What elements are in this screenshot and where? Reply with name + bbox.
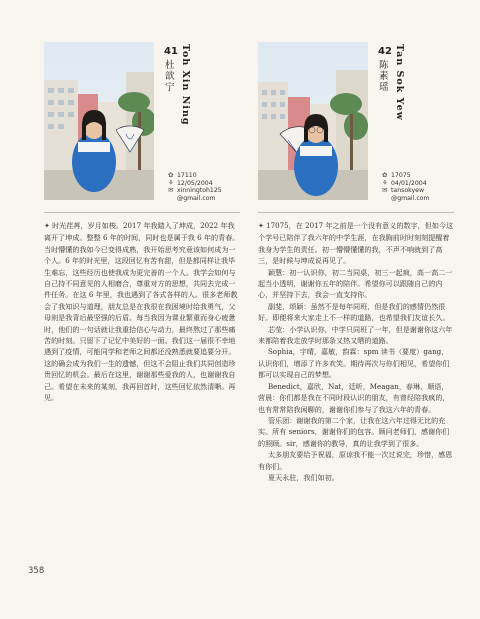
paragraph: Benedict，嘉欣，Nat，廷昕，Meagan，春琳，顺语，营晨：你们都是我在不同时段认识的朋友，有曾经陪我疯的，也有常常陪我闲聊的，谢谢你们参与了我这六年的青春。 xyxy=(258,381,450,414)
star-icon: ✿ xyxy=(168,171,174,179)
student-id: 17110 xyxy=(177,172,197,179)
paragraph: 颖慧：初一认识你，初二当同桌，初三一起疯，高一高二一起当小透明，谢谢你五年的陪伴。希望你可以跟随自己的内心，并坚持下去，我会一直支持你。 xyxy=(258,267,453,300)
email-domain: @gmail.com xyxy=(177,194,216,202)
contact-info xyxy=(168,172,222,202)
paragraph: 副斐，颂颖：虽然不是每年同班，但是我们的感情仍然很好。即便将来大家走上不一样的道路，也希望我们友谊长久。 xyxy=(258,301,450,323)
sparkle-icon: ✦ xyxy=(258,222,267,230)
paragraph: 夏天永驻，我们如初。 xyxy=(267,472,339,482)
mail-icon: ✉ xyxy=(168,186,174,195)
divider xyxy=(44,212,240,213)
paragraph: 太多朋友要给予祝福，原谅我不能一次过说完，珍惜，感恩有你们。 xyxy=(258,450,453,471)
student-id: 17075 xyxy=(391,172,411,179)
message-text xyxy=(258,220,454,483)
email-domain: @gmail.com xyxy=(391,194,430,202)
paragraph: 管乐团：谢谢我的第二个家，让我在这六年过得无比的充实。所有 seniors，谢谢你们的包容。顾问老师们，感谢你们的照顾。sir，感谢你的教导，真的让我学到了很多。 xyxy=(258,415,450,448)
paragraph: Sophia，宇晴，嘉敏，韵霖：spm 读书（要度）gang，认识你们，增添了许多欢笑。期待再次与你们相见，希望你们都可以实现自己的梦想。 xyxy=(258,347,450,380)
sparkle-icon: ✦ xyxy=(44,222,53,230)
student-number: 42 xyxy=(378,46,392,57)
cake-icon: ⚘ xyxy=(168,178,174,187)
page-number: 358 xyxy=(28,566,45,576)
chinese-name: 杜歆宁 xyxy=(165,60,175,93)
message-text xyxy=(44,220,240,404)
paragraph: 芯莹：小学认识你，中学只同班了一年，但是谢谢你这六年来都陪着我走放学时那条又热又晒的道路。 xyxy=(258,324,453,346)
student-photo xyxy=(44,42,154,200)
contact-info xyxy=(382,172,430,202)
student-photo xyxy=(258,42,368,200)
chinese-name: 陈素瑶 xyxy=(379,60,389,93)
divider xyxy=(258,212,454,213)
paragraph: 17075，在 2017 年之前是一个没有意义的数字，但如今这个学号已陪伴了我六年的中学生涯，在我胸前时时刻刻提醒着我身为学生的责任。初一懵懵懂懂的我，不声不响就到了高三，是时候与坤成说再见了。 xyxy=(258,221,454,266)
paragraph: 时光荏苒，岁月如梭。2017 年我踏入了坤成，2022 年我离开了坤成。整整 6 年的时间，同时也是属于我 6 年的青春。当时懵懂的我如今已变得成熟，我开始思考究竟该如何成为一个人。6 年的时光里，这段回忆有苦有甜，但是都同样让我毕生难忘，这些经历也使我成为更完善的一个人。我学会如何与自己持不同意见的人相磨合，尊重对方的思想，共同去完成一件任务。在这 6 年里，我也遇到了各式各样的人。很多老师教会了我知识与道理，朋友总是在我很在我困境时给我勇气，父母则是我背后最坚强的后盾。每当我因为课业繁重而身心疲惫时，他们的一句话就让我重拾信心与动力，最终熬过了那些痛苦的时刻。只留下了记忆中美好的一面。我们这一届很不幸地遇到了疫情，可能同学和老师之间都还没熟悉就要追要分开。这的确会成为我们一生的遗憾，但这不会阻止我们共同创造珍贵回忆的机会。最后在这里，谢谢那些爱我的人，也谢谢我自己。希望在未来的某刻，我再回首时，这些回忆依然清晰。再见。 xyxy=(44,221,240,403)
email-user: tansokyew xyxy=(391,187,425,195)
birthday: 04/01/2004 xyxy=(391,179,427,187)
student-number: 41 xyxy=(164,46,178,57)
mail-icon: ✉ xyxy=(382,186,388,195)
star-icon: ✿ xyxy=(382,171,388,179)
birthday: 12/05/2004 xyxy=(177,179,213,187)
english-name: Tan Sok Yew xyxy=(394,44,405,121)
english-name: Toh Xin Ning xyxy=(180,44,191,126)
email-user: xinningtoh125 xyxy=(177,187,222,195)
cake-icon: ⚘ xyxy=(382,178,388,187)
name-block xyxy=(376,42,420,172)
name-block xyxy=(162,42,206,172)
